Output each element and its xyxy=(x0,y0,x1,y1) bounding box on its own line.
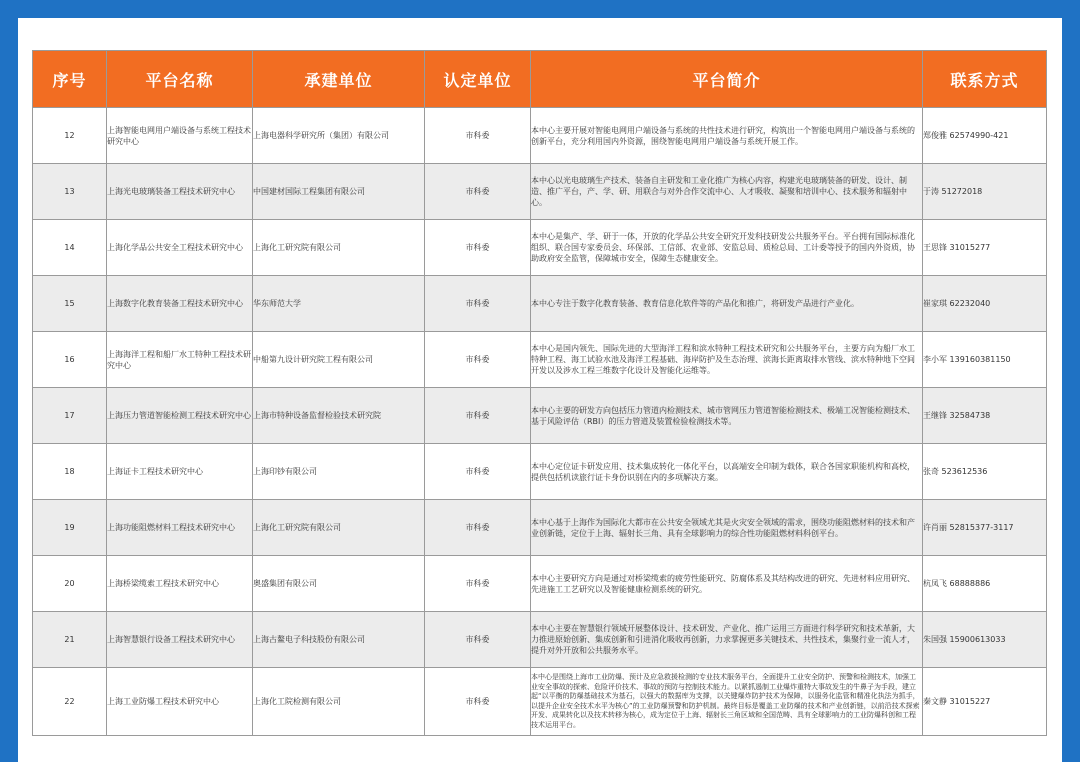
header-dept: 认定单位 xyxy=(425,51,531,108)
certifying-dept: 市科委 xyxy=(425,220,531,276)
platform-intro: 本中心是集产、学、研于一体，开放的化学品公共安全研究开发科技研发公共服务平台。平台拥有国际标准化组织、联合国专家委员会、环保部、工信部、农业部、安监总局、质检总局、工计委等授予的国内外资质，协助政府安全监管，保障城市安全，保障生态健康安全。 xyxy=(531,220,923,276)
contact-info: 李小军 13916038115​0 xyxy=(923,332,1047,388)
builder-org: 中国建材国际工程集团有限公司 xyxy=(253,164,425,220)
builder-org: 上海市特种设备监督检验技术研究院 xyxy=(253,388,425,444)
row-number: 20 xyxy=(33,556,107,612)
certifying-dept: 市科委 xyxy=(425,276,531,332)
platform-name: 上海工业防爆工程技术研究中心 xyxy=(107,668,253,736)
platform-name: 上海证卡工程技术研究中心 xyxy=(107,444,253,500)
header-contact: 联系方式 xyxy=(923,51,1047,108)
table-row xyxy=(33,108,1047,164)
table-row xyxy=(33,612,1047,668)
platform-intro: 本中心是围绕上海市工业防爆、预计及应急救援检测的专业技术服务平台，全面提升工业安全防护、预警和检测技术，加强工业安全事故的探索、危险评价技术、事故的预防与控制技术能力。以紧抓遏制工业爆炸重特大事故发生的牛鼻子为手段，建立起“以平衡的防爆基础技术为基石，以强大的数据库为支撑，以关键爆炸防护技术为保障，以服务化监管和精准化执法为抓手，以提升企业安全技术水平为核心”的工业防爆预警和防护机制。最终目标是覆盖工业防爆的技术和产业创新链，以前沿技术探索开发、成果转化以及技术转移为核心，成为定位于上海、辐射长三角区域和全国范畴、具有全球影响力的工业防爆科创和工程技术运用平台。 xyxy=(531,668,923,736)
platform-intro: 本中心定位证卡研发应用、技术集成转化一体化平台，以高端安全印制为载体，联合各国家职能机构和高校，提供包括机读旅行证卡身份识别在内的多项解决方案。 xyxy=(531,444,923,500)
builder-org: 华东师范大学 xyxy=(253,276,425,332)
contact-info: 崔家琪 62232040 xyxy=(923,276,1047,332)
header-row xyxy=(33,51,1047,108)
table-row xyxy=(33,556,1047,612)
page-card xyxy=(18,18,1062,762)
certifying-dept: 市科委 xyxy=(425,612,531,668)
platform-name: 上海数字化教育装备工程技术研究中心 xyxy=(107,276,253,332)
row-number: 13 xyxy=(33,164,107,220)
certifying-dept: 市科委 xyxy=(425,332,531,388)
platform-name: 上海海洋工程和船厂水工特种工程技术研究中心 xyxy=(107,332,253,388)
platform-table xyxy=(32,50,1047,736)
certifying-dept: 市科委 xyxy=(425,556,531,612)
platform-intro: 本中心主要研究方向是通过对桥梁缆索的疲劳性能研究、防腐体系及其结构改进的研究、先进材料应用研究、先进施工工艺研究以及智能健康检测系统的研究。 xyxy=(531,556,923,612)
builder-org: 上海化工研究院有限公司 xyxy=(253,500,425,556)
table-row xyxy=(33,388,1047,444)
contact-info: 杭凤飞 68888886 xyxy=(923,556,1047,612)
contact-info: 郑俊雅 62574990-421 xyxy=(923,108,1047,164)
table-row xyxy=(33,332,1047,388)
contact-info: 于涛 51272018 xyxy=(923,164,1047,220)
header-intro: 平台简介 xyxy=(531,51,923,108)
table-body xyxy=(33,108,1047,736)
row-number: 18 xyxy=(33,444,107,500)
contact-info: 秦文静 31015227 xyxy=(923,668,1047,736)
certifying-dept: 市科委 xyxy=(425,444,531,500)
builder-org: 中船第九设计研究院工程有限公司 xyxy=(253,332,425,388)
platform-intro: 本中心主要的研发方向包括压力管道内检测技术、城市管网压力管道智能检测技术、极端工况智能检测技术、基于风险评估（RBI）的压力管道及装置检验检测技术等。 xyxy=(531,388,923,444)
certifying-dept: 市科委 xyxy=(425,500,531,556)
builder-org: 上海化工研究院有限公司 xyxy=(253,220,425,276)
row-number: 15 xyxy=(33,276,107,332)
table-row xyxy=(33,444,1047,500)
contact-info: 张奇 523612536 xyxy=(923,444,1047,500)
contact-info: 王思锋 31015277 xyxy=(923,220,1047,276)
row-number: 14 xyxy=(33,220,107,276)
builder-org: 上海电器科学研究所（集团）有限公司 xyxy=(253,108,425,164)
platform-intro: 本中心主要在智慧银行领域开展整体设计、技术研发、产业化、推广运用三方面进行科学研究和技术革新，大力推进原始创新、集成创新和引进消化吸收再创新，力求掌握更多关键技术、共性技术，集聚行业一流人才，提升对外开放和公共服务水平。 xyxy=(531,612,923,668)
platform-name: 上海光电玻璃装备工程技术研究中心 xyxy=(107,164,253,220)
platform-intro: 本中心以光电玻璃生产技术、装备自主研发和工业化推广为核心内容，构建光电玻璃装备的研发、设计、制造、推广平台，产、学、研、用联合与对外合作交流中心、人才吸收、凝聚和培训中心、技术服务和辐射中心。 xyxy=(531,164,923,220)
certifying-dept: 市科委 xyxy=(425,668,531,736)
contact-info: 王继锋 32584738 xyxy=(923,388,1047,444)
platform-name: 上海化学品公共安全工程技术研究中心 xyxy=(107,220,253,276)
builder-org: 上海化工院检测有限公司 xyxy=(253,668,425,736)
platform-name: 上海功能阻燃材料工程技术研究中心 xyxy=(107,500,253,556)
header-name: 平台名称 xyxy=(107,51,253,108)
platform-name: 上海智能电网用户端设备与系统工程技术研究中心 xyxy=(107,108,253,164)
certifying-dept: 市科委 xyxy=(425,108,531,164)
certifying-dept: 市科委 xyxy=(425,388,531,444)
certifying-dept: 市科委 xyxy=(425,164,531,220)
platform-name: 上海智慧银行设备工程技术研究中心 xyxy=(107,612,253,668)
row-number: 16 xyxy=(33,332,107,388)
platform-intro: 本中心主要开展对智能电网用户端设备与系统的共性技术进行研究，构筑出一个智能电网用户端设备与系统的创新平台，充分利用国内外资源，围绕智能电网用户端设备与系统开展工作。 xyxy=(531,108,923,164)
table-row xyxy=(33,668,1047,736)
header-org: 承建单位 xyxy=(253,51,425,108)
builder-org: 上海印钞有限公司 xyxy=(253,444,425,500)
builder-org: 上海古鳌电子科技股份有限公司 xyxy=(253,612,425,668)
platform-name: 上海压力管道智能检测工程技术研究中心 xyxy=(107,388,253,444)
contact-info: 朱国强 15900613033 xyxy=(923,612,1047,668)
platform-intro: 本中心基于上海作为国际化大都市在公共安全领域尤其是火灾安全领域的需求，围绕功能阻燃材料的技术和产业创新链，定位于上海、辐射长三角、具有全球影响力的综合性功能阻燃材料科创平台。 xyxy=(531,500,923,556)
contact-info: 许肖丽 52815377-3117 xyxy=(923,500,1047,556)
row-number: 22 xyxy=(33,668,107,736)
table-row xyxy=(33,276,1047,332)
platform-name: 上海桥梁缆索工程技术研究中心 xyxy=(107,556,253,612)
table-header xyxy=(33,51,1047,108)
table-row xyxy=(33,500,1047,556)
table-row xyxy=(33,220,1047,276)
row-number: 19 xyxy=(33,500,107,556)
platform-intro: 本中心是国内领先、国际先进的大型海洋工程和滨水特种工程技术研究和公共服务平台，主要方向为船厂水工特种工程、海工试验水池及海洋工程基础、海岸防护及生态治理、滨海长距离取排水管线、滨水特种地下空间开发以及涉水工程三维数字化设计及智能化运维等。 xyxy=(531,332,923,388)
table-row xyxy=(33,164,1047,220)
row-number: 21 xyxy=(33,612,107,668)
header-no: 序号 xyxy=(33,51,107,108)
builder-org: 奥盛集团有限公司 xyxy=(253,556,425,612)
platform-intro: 本中心专注于数字化教育装备、教育信息化软件等的产品化和推广，将研发产品进行产业化。 xyxy=(531,276,923,332)
row-number: 17 xyxy=(33,388,107,444)
row-number: 12 xyxy=(33,108,107,164)
